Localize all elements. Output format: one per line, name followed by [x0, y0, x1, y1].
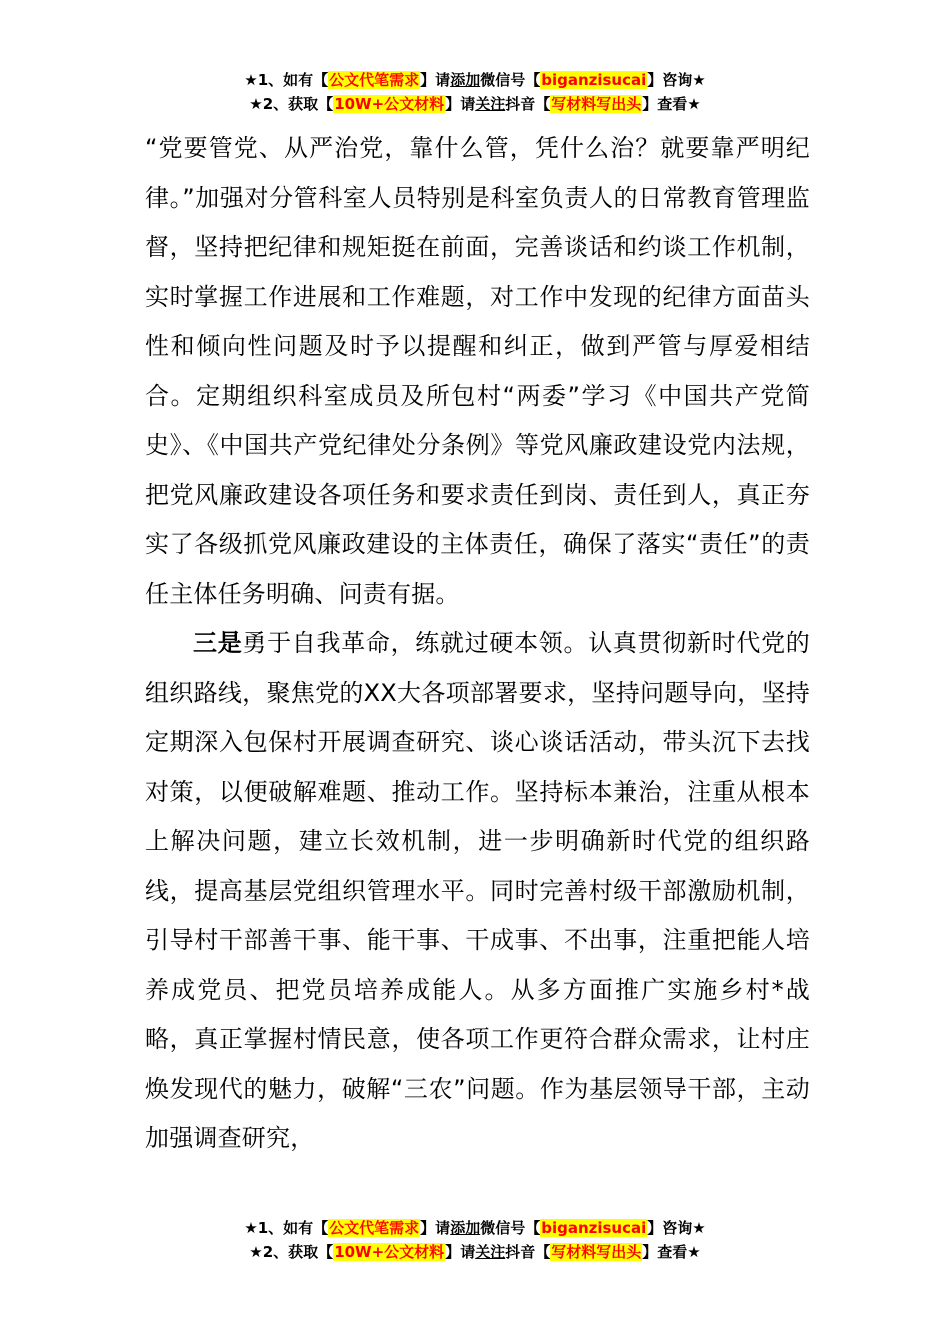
paragraph-lead: 三是 — [193, 629, 243, 657]
banner-line-1: ★1、如有【公文代笔需求】请添加微信号【biganzisucai】咨询★ — [244, 71, 706, 89]
document-body — [145, 124, 810, 1164]
header-banner — [0, 68, 950, 116]
highlight-writing-service: 公文代笔需求 — [329, 1219, 420, 1237]
highlight-materials: 10W+公文材料 — [334, 1243, 445, 1261]
footer-banner — [0, 1216, 950, 1264]
paragraph-discipline: “党要管党、从严治党，靠什么管，凭什么治？就要靠严明纪律。”加强对分管科室人员特别是科室负责人的日常教育管理监督，坚持把纪律和规矩挺在前面，完善谈话和约谈工作机制，实时掌握工作进展和工作难题，对工作中发现的纪律方面苗头性和倾向性问题及时予以提醒和纠正，做到严管与厚爱相结合。定期组织科室成员及所包村“两委”学习《中国共产党简史》、《中国共产党纪律处分条例》等党风廉政建设党内法规，把党风廉政建设各项任务和要求责任到岗、责任到人，真正夯实了各级抓党风廉政建设的主体责任，确保了落实“责任”的责任主体任务明确、问责有据。 — [145, 134, 810, 608]
highlight-douyin-account: 写材料写出头 — [551, 95, 642, 113]
banner-line-2: ★2、获取【10W+公文材料】请关注抖音【写材料写出头】查看★ — [249, 1243, 701, 1261]
highlight-writing-service: 公文代笔需求 — [329, 71, 420, 89]
highlight-wechat-id: biganzisucai — [541, 71, 647, 89]
banner-line-1: ★1、如有【公文代笔需求】请添加微信号【biganzisucai】咨询★ — [244, 1219, 706, 1237]
highlight-materials: 10W+公文材料 — [334, 95, 445, 113]
highlight-douyin-account: 写材料写出头 — [551, 1243, 642, 1261]
banner-line-2: ★2、获取【10W+公文材料】请关注抖音【写材料写出头】查看★ — [249, 95, 701, 113]
highlight-wechat-id: biganzisucai — [541, 1219, 647, 1237]
paragraph-self-revolution: 三是勇于自我革命，练就过硬本领。认真贯彻新时代党的组织路线，聚焦党的XX大各项部署要求，坚持问题导向，坚持定期深入包保村开展调查研究、谈心谈话活动，带头沉下去找对策，以便破解难题、推动工作。坚持标本兼治，注重从根本上解决问题，建立长效机制，进一步明确新时代党的组织路线，提高基层党组织管理水平。同时完善村级干部激励机制，引导村干部善干事、能干事、干成事、不出事，注重把能人培养成党员、把党员培养成能人。从多方面推广实施乡村*战略，真正掌握村情民意，使各项工作更符合群众需求，让村庄焕发现代的魅力，破解“三农”问题。作为基层领导干部，主动加强调查研究， — [145, 629, 810, 1152]
